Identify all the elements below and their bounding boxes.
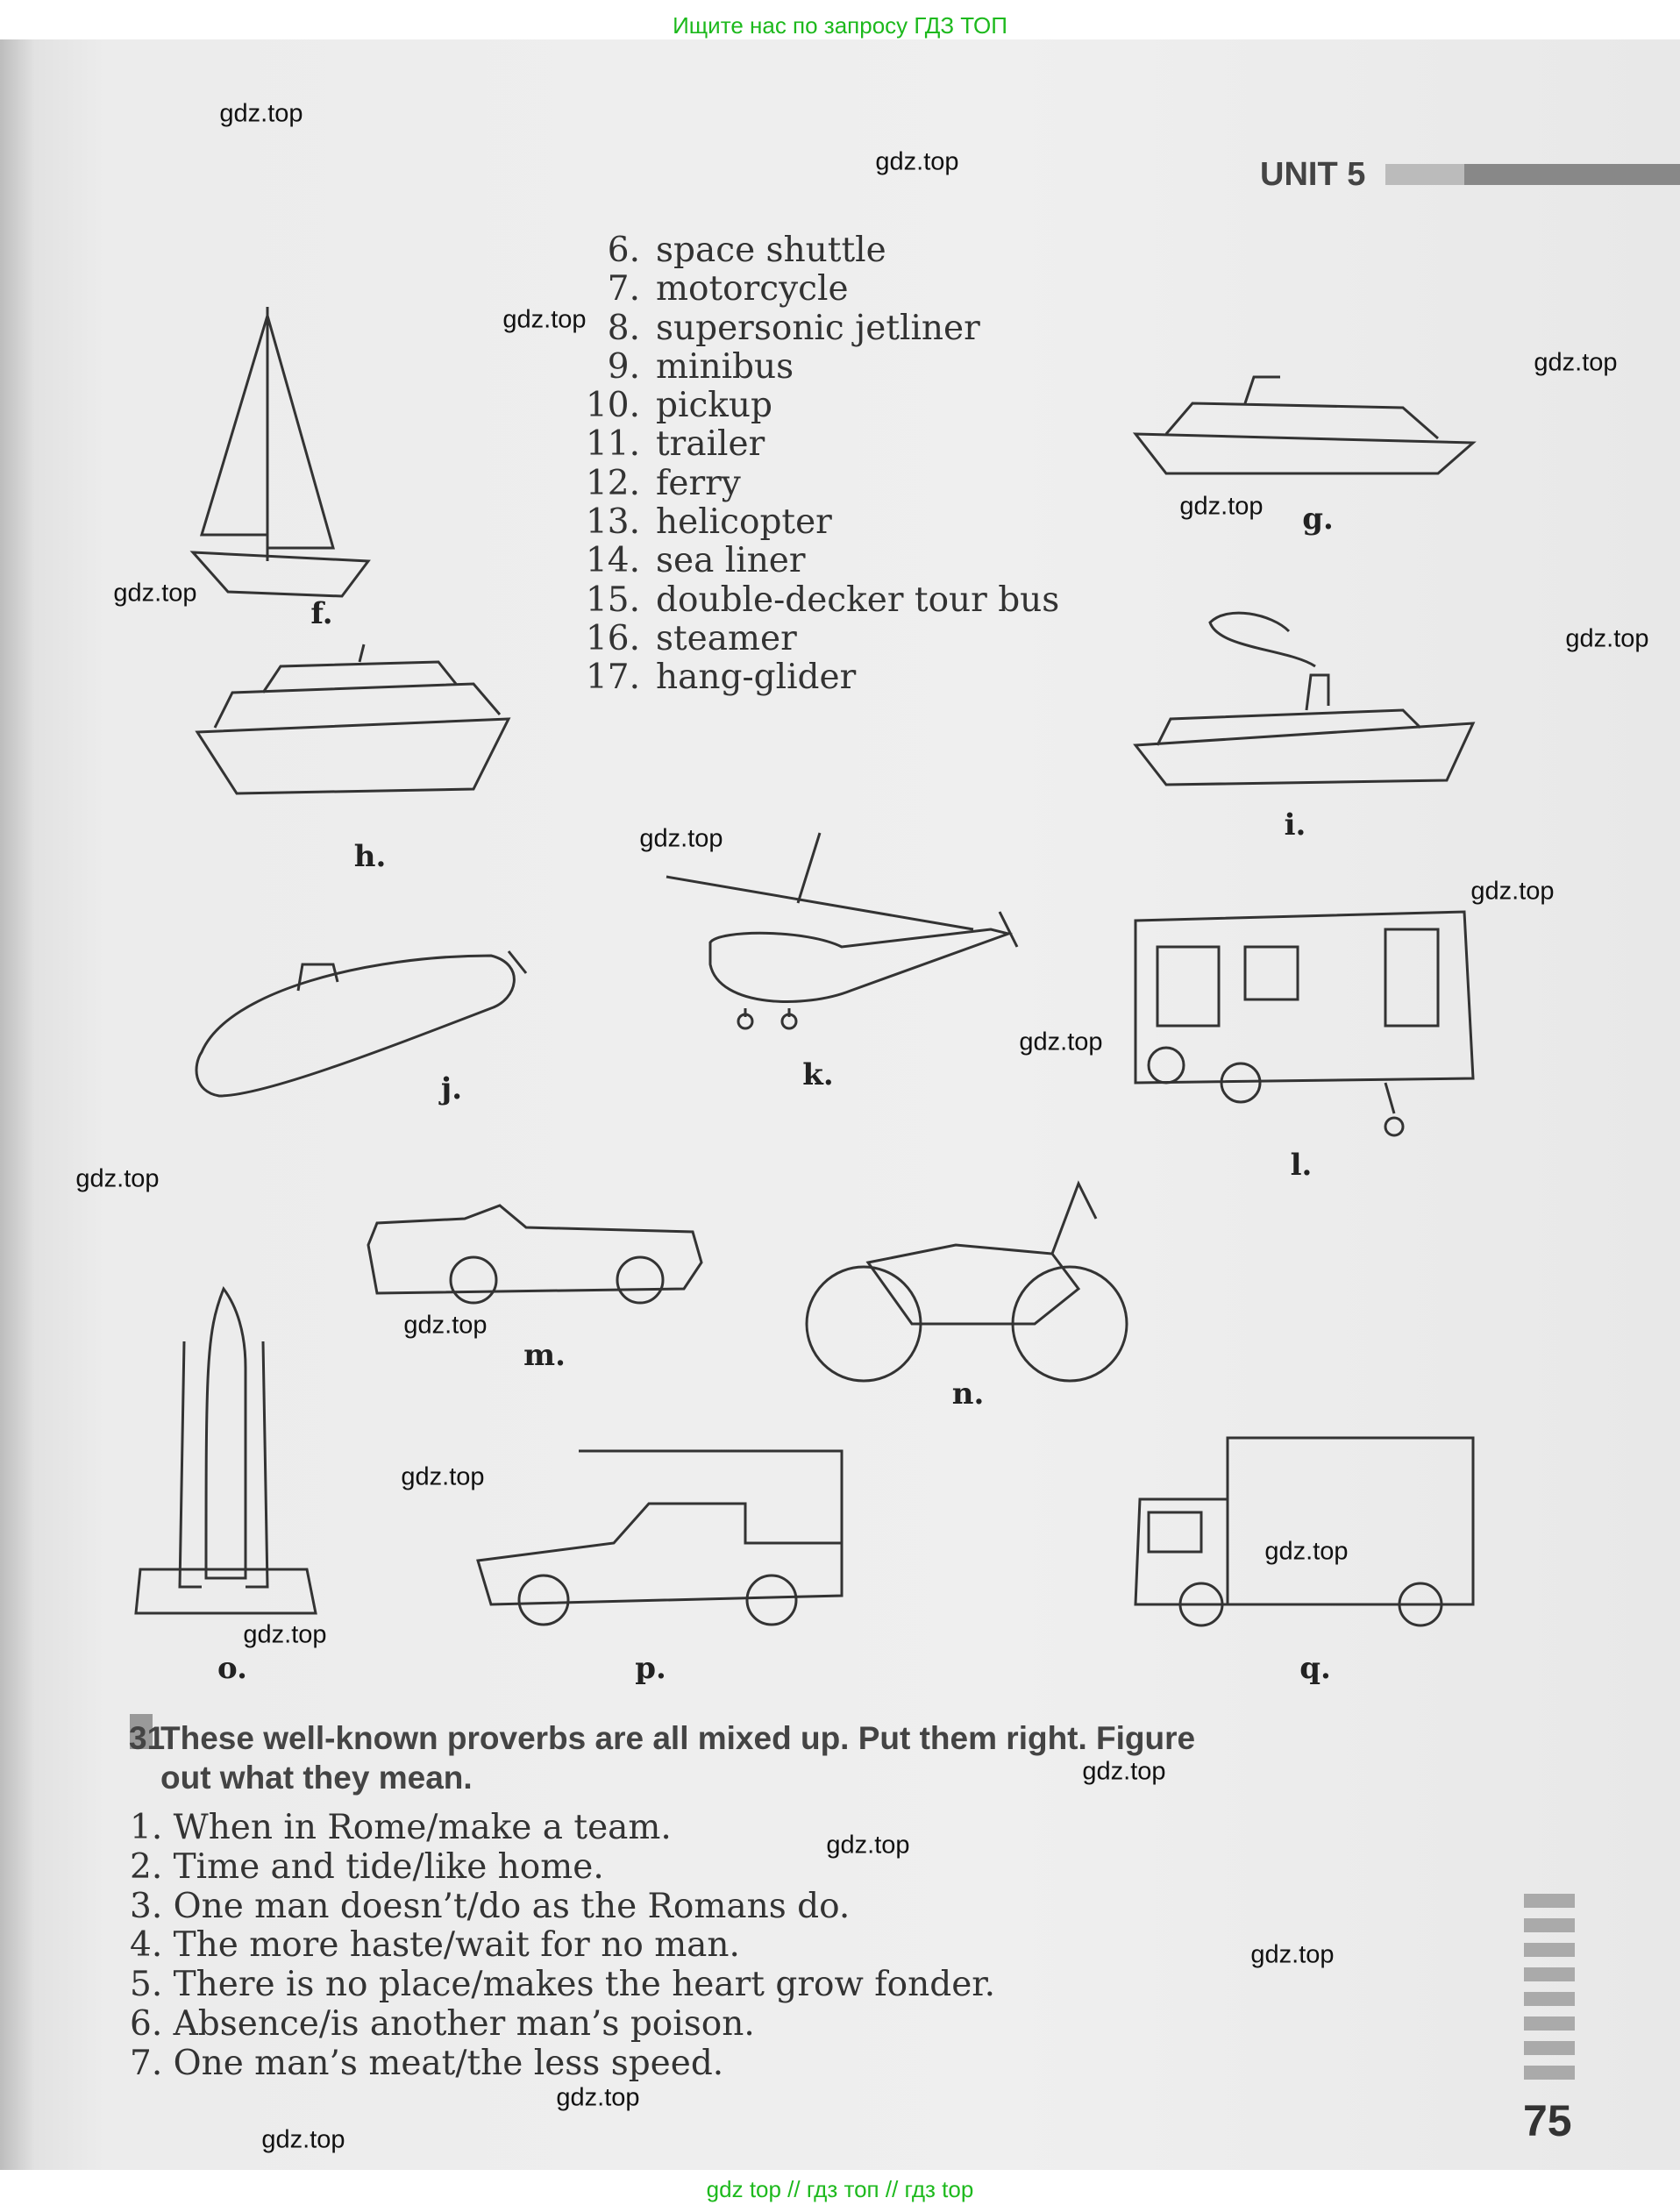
picture-label-m: m. <box>523 1338 566 1373</box>
motorcycle-illustration <box>807 1184 1127 1381</box>
watermark: gdz.top <box>1264 1537 1349 1566</box>
watermark: gdz.top <box>113 579 197 608</box>
page-edge-marks <box>1524 1894 1575 2087</box>
watermark: gdz.top <box>1534 348 1618 377</box>
picture-label-f: f. <box>310 596 333 631</box>
unit-heading: UNIT 5 <box>1260 156 1366 193</box>
watermark: gdz.top <box>1565 624 1649 653</box>
list-item: 12. ferry <box>585 463 741 503</box>
top-banner[interactable]: Ищите нас по запросу ГДЗ ТОП <box>673 12 1007 39</box>
convertible-car-illustration <box>368 1206 701 1303</box>
list-item: 13. helicopter <box>585 502 832 543</box>
watermark: gdz.top <box>639 824 723 853</box>
watermark: gdz.top <box>403 1311 488 1340</box>
list-item: 17. hang-glider <box>585 658 857 698</box>
picture-label-o: o. <box>217 1651 247 1686</box>
picture-label-q: q. <box>1299 1651 1331 1686</box>
watermark: gdz.top <box>1019 1028 1103 1056</box>
ferry-illustration <box>1135 377 1473 473</box>
picture-label-k: k. <box>802 1057 834 1092</box>
sailboat-illustration <box>193 307 368 596</box>
watermark: gdz.top <box>1470 877 1555 906</box>
proverb-item: 2. Time and tide/like home. <box>130 1846 604 1887</box>
watermark: gdz.top <box>1179 492 1264 521</box>
list-item: 8. supersonic jetliner <box>607 308 980 348</box>
helicopter-illustration <box>666 833 1017 1028</box>
submarine-illustration <box>196 951 526 1096</box>
watermark: gdz.top <box>219 99 303 128</box>
watermark: gdz.top <box>243 1620 327 1649</box>
exercise-instruction: 31 These well-known proverbs are all mixed up. Put them right. Figure out what they mean. <box>129 1720 1196 1796</box>
watermark: gdz.top <box>875 147 959 176</box>
watermark: gdz.top <box>1082 1757 1166 1786</box>
sea-liner-illustration <box>197 644 509 793</box>
picture-label-p: p. <box>635 1651 666 1686</box>
truck-illustration <box>1135 1438 1473 1625</box>
watermark: gdz.top <box>401 1462 485 1491</box>
space-shuttle-illustration <box>136 1289 316 1613</box>
list-item: 9. minibus <box>607 346 794 387</box>
trailer-illustration <box>1135 912 1473 1135</box>
page-number: 75 <box>1523 2096 1572 2145</box>
watermark: gdz.top <box>556 2083 640 2112</box>
list-item: 14. sea liner <box>585 541 806 581</box>
proverb-item: 7. One man’s meat/the less speed. <box>130 2043 724 2083</box>
list-item: 7. motorcycle <box>607 269 849 309</box>
proverb-item: 1. When in Rome/make a team. <box>130 1808 672 1847</box>
list-item: 6. space shuttle <box>607 231 886 270</box>
picture-label-g: g. <box>1302 501 1334 537</box>
exercise-number: 31 <box>129 1720 166 1756</box>
bottom-banner[interactable]: gdz top // гдз топ // гдз top <box>706 2176 974 2202</box>
picture-label-l: l. <box>1290 1148 1313 1183</box>
picture-label-n: n. <box>951 1376 985 1412</box>
watermark: gdz.top <box>75 1164 160 1193</box>
watermark: gdz.top <box>826 1831 910 1860</box>
pickup-truck-illustration <box>478 1451 842 1625</box>
list-item: 10. pickup <box>585 386 772 426</box>
proverb-item: 4. The more haste/wait for no man. <box>130 1925 740 1966</box>
proverb-item: 3. One man doesn’t/do as the Romans do. <box>130 1886 851 1926</box>
steamer-illustration <box>1135 613 1473 785</box>
picture-label-i: i. <box>1284 807 1306 843</box>
picture-label-j: j. <box>440 1071 463 1106</box>
watermark: gdz.top <box>261 2125 345 2154</box>
list-item: 11. trailer <box>585 424 765 465</box>
watermark: gdz.top <box>1250 1940 1335 1969</box>
proverb-item: 5. There is no place/makes the heart grow fonder. <box>130 1965 996 2005</box>
proverb-item: 6. Absence/is another man’s poison. <box>130 2003 755 2044</box>
list-item: 15. double-decker tour bus <box>585 580 1060 620</box>
picture-label-h: h. <box>353 839 387 874</box>
watermark: gdz.top <box>502 305 587 334</box>
list-item: 16. steamer <box>585 618 797 658</box>
